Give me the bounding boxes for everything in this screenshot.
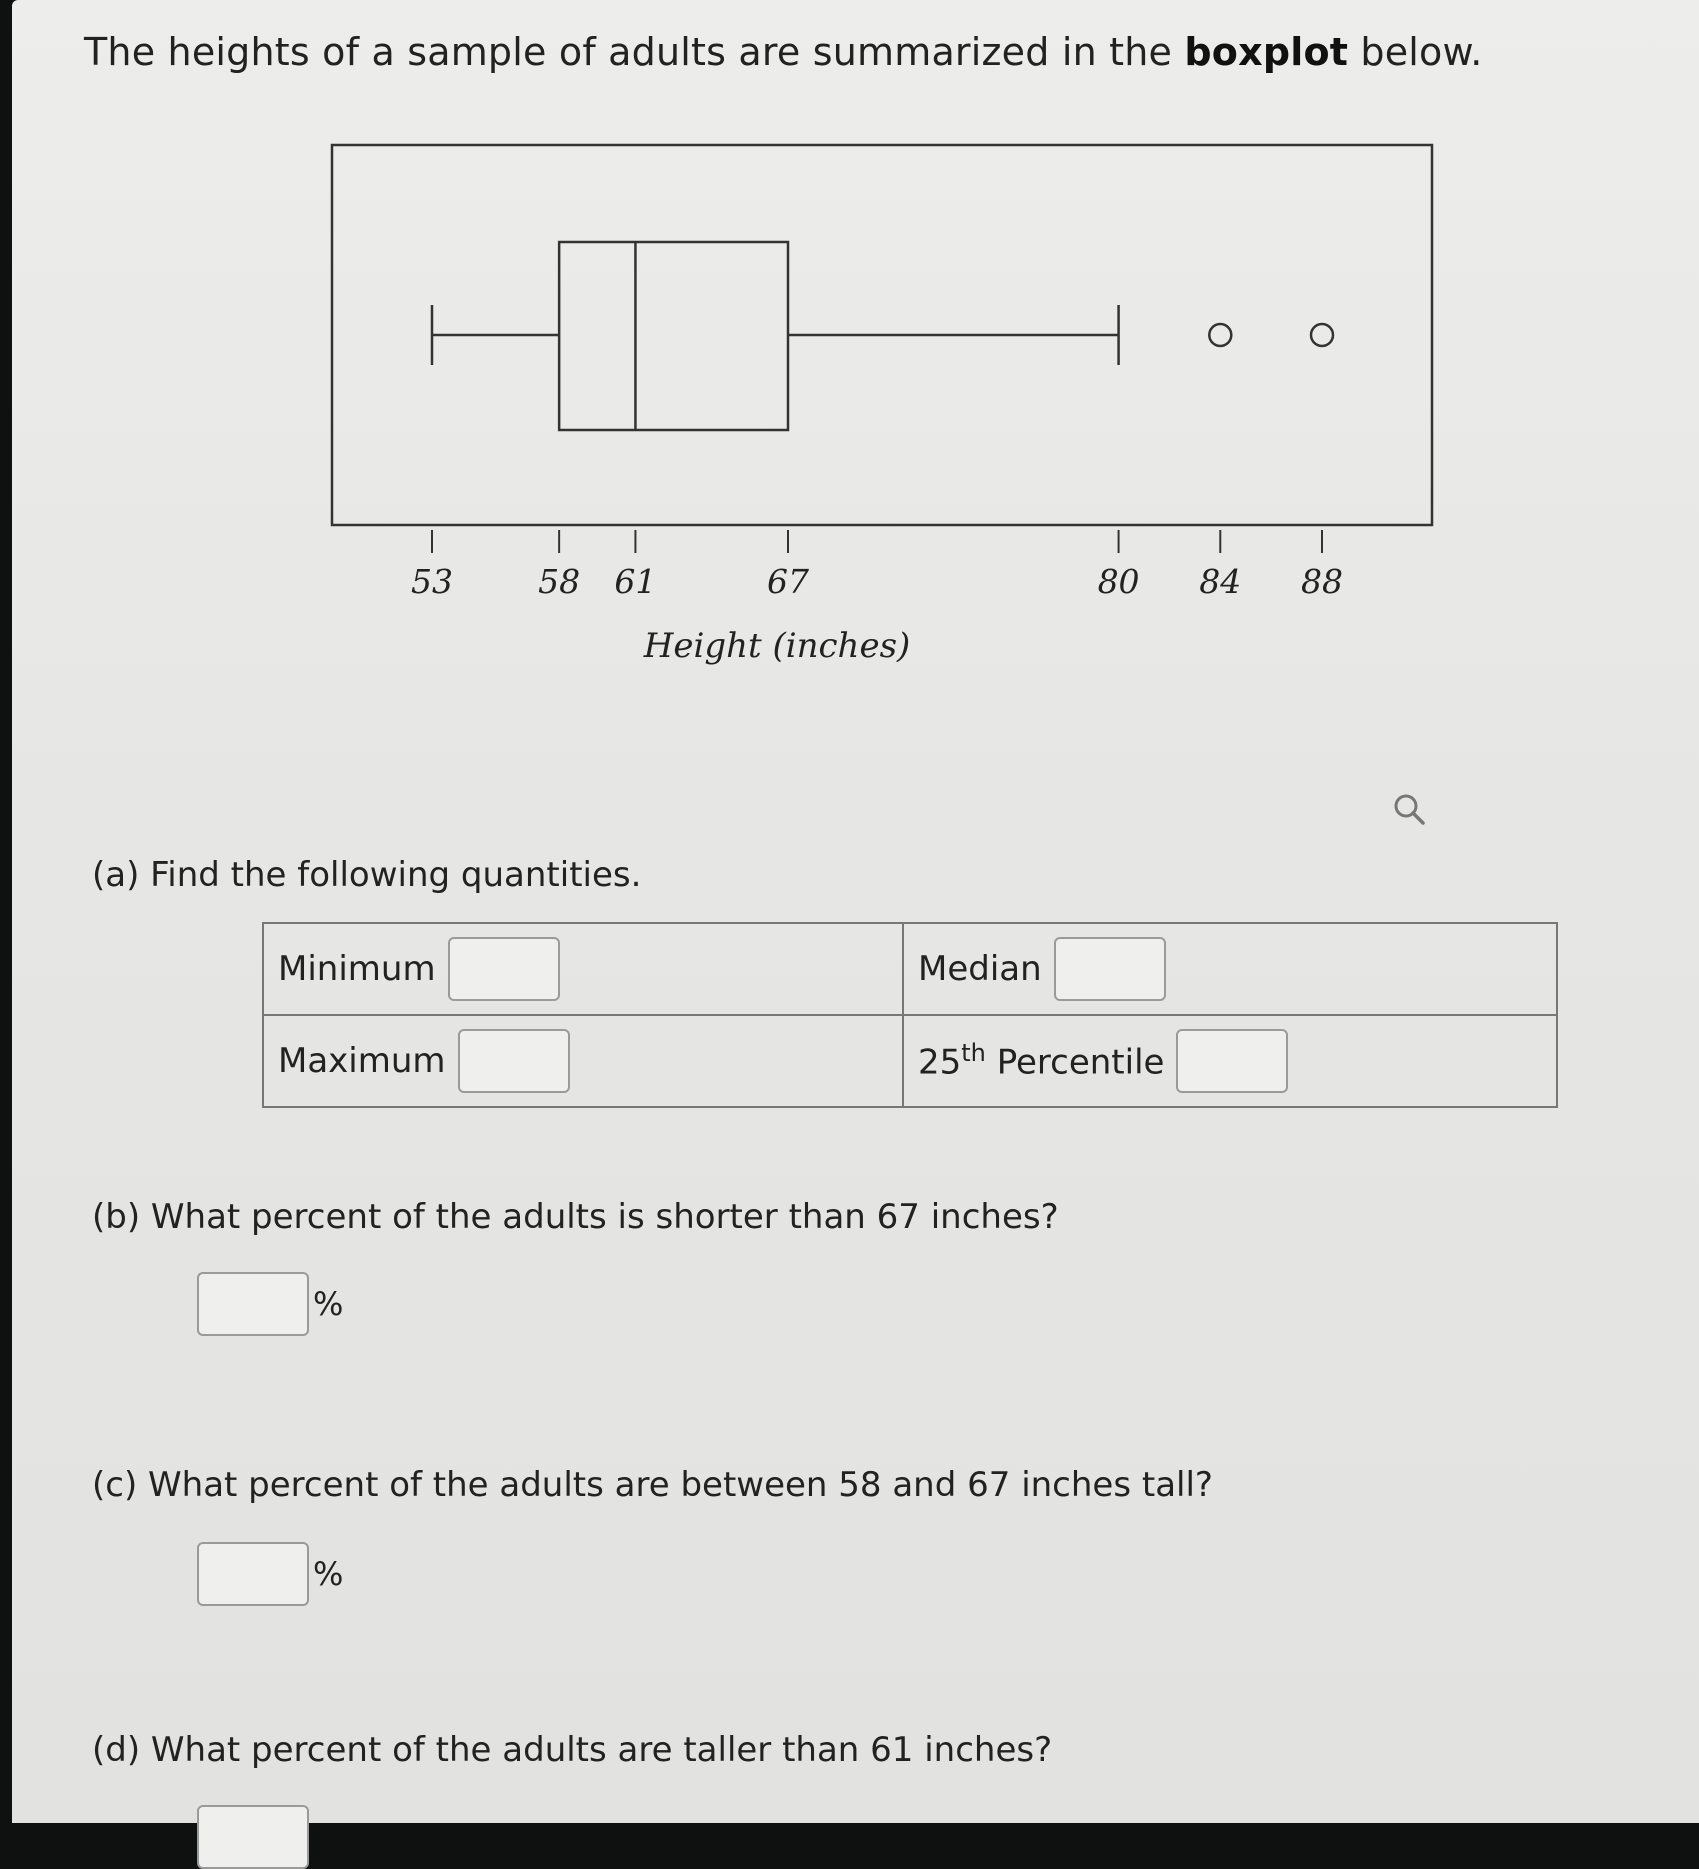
iqr-box <box>559 242 788 430</box>
answer-d-row <box>197 1805 309 1869</box>
outlier-point <box>1209 324 1231 346</box>
outlier-point <box>1311 324 1333 346</box>
tick-label: 84 <box>1199 562 1242 601</box>
maximum-cell <box>263 1015 903 1107</box>
question-d: (d) What percent of the adults are taller than 61 inches? <box>92 1730 1053 1770</box>
tick-label: 61 <box>614 562 657 601</box>
x-axis-label: Height (inches) <box>643 626 911 666</box>
table-row <box>263 923 1557 1015</box>
boxplot-svg <box>322 140 1442 740</box>
tick-label: 58 <box>538 562 581 601</box>
maximum-label: Maximum <box>278 1041 446 1081</box>
boxplot-figure <box>322 140 1442 740</box>
maximum-input[interactable] <box>458 1029 570 1093</box>
minimum-label: Minimum <box>278 949 436 989</box>
problem-title <box>84 30 1483 74</box>
tick-label: 67 <box>767 562 809 601</box>
percentile-25-word: Percentile <box>985 1042 1165 1083</box>
tick-label: 88 <box>1301 562 1343 601</box>
tick-label: 80 <box>1097 562 1140 601</box>
percentile-25-number: 25 <box>918 1042 962 1083</box>
median-cell <box>903 923 1557 1015</box>
percentile-25-input[interactable] <box>1176 1029 1288 1093</box>
percentile-25-cell <box>903 1015 1557 1107</box>
question-a: (a) Find the following quantities. <box>92 855 642 895</box>
percentile-25-suffix: th <box>961 1039 986 1068</box>
minimum-cell <box>263 923 903 1015</box>
percentile-25-label <box>918 1039 1164 1082</box>
minimum-input[interactable] <box>448 937 560 1001</box>
median-input[interactable] <box>1054 937 1166 1001</box>
magnify-icon[interactable] <box>1390 790 1430 830</box>
screen <box>12 0 1699 1823</box>
answer-c-row <box>197 1542 343 1606</box>
answer-b-row <box>197 1272 343 1336</box>
answer-d-input[interactable] <box>197 1805 309 1869</box>
percent-sign: % <box>313 1285 344 1323</box>
title-suffix: below. <box>1348 30 1483 74</box>
median-label: Median <box>918 949 1042 989</box>
answer-b-input[interactable] <box>197 1272 309 1336</box>
percent-sign: % <box>313 1555 344 1593</box>
title-bold-word: boxplot <box>1184 30 1349 74</box>
answer-c-input[interactable] <box>197 1542 309 1606</box>
title-prefix: The heights of a sample of adults are summarized in the <box>84 30 1185 74</box>
quantities-table <box>262 922 1558 1108</box>
question-c: (c) What percent of the adults are between 58 and 67 inches tall? <box>92 1465 1213 1505</box>
table-row <box>263 1015 1557 1107</box>
tick-label: 53 <box>411 562 453 601</box>
question-b: (b) What percent of the adults is shorter than 67 inches? <box>92 1197 1059 1237</box>
